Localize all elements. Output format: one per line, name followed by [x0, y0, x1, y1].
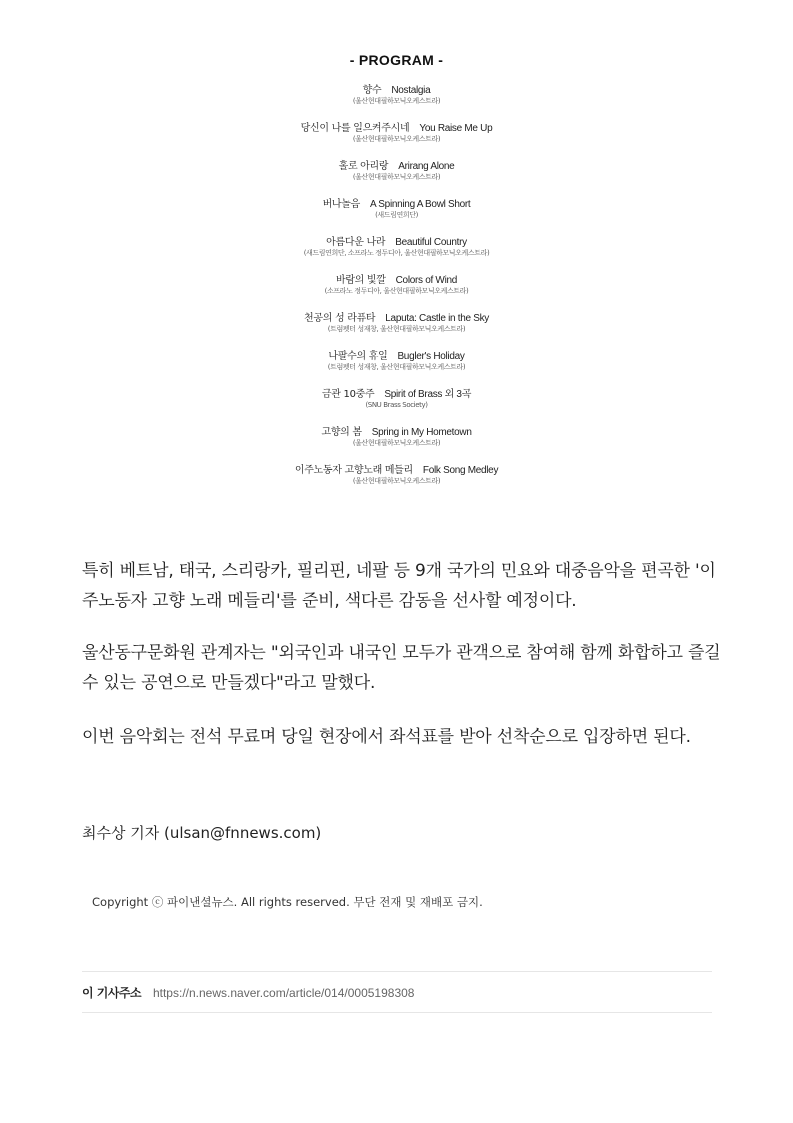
program-entry — [0, 161, 793, 182]
program-entry — [0, 275, 793, 296]
program-entry — [0, 313, 793, 334]
program-entry — [0, 123, 793, 144]
article-url-row — [82, 984, 414, 1001]
program-performer: (울산현대필하모닉오케스트라) — [352, 439, 441, 447]
program-title-english: Spirit of Brass 외 3곡 — [384, 389, 472, 400]
program-entry — [0, 465, 793, 486]
program-title-korean: 홀로 아리랑 — [338, 161, 389, 172]
program-title-korean: 바람의 빛깔 — [335, 275, 386, 286]
article-paragraph-2: 울산동구문화원 관계자는 "외국인과 내국인 모두가 관객으로 참여해 함께 화합하고 즐길 수 있는 공연으로 만들겠다"라고 말했다. — [82, 643, 721, 693]
program-performer: (SNU Brass Society) — [365, 401, 428, 409]
program-entry-title — [0, 389, 793, 401]
program-entry — [0, 199, 793, 220]
program-entry-title — [0, 161, 793, 173]
program-entry — [0, 237, 793, 258]
program-performer: (트럼펫터 성재창, 울산현대필하모닉오케스트라) — [327, 363, 466, 371]
program-title-korean: 버나놀음 — [322, 199, 361, 210]
program-title-korean: 나팔수의 휴일 — [328, 351, 388, 362]
article-url-link[interactable]: https://n.news.naver.com/article/014/0005198308 — [152, 986, 415, 1000]
program-entry — [0, 85, 793, 106]
copyright-notice: Copyright ⓒ 파이낸셜뉴스. All rights reserved. 무단 전재 및 재배포 금지. — [92, 895, 483, 909]
program-title-korean: 고향의 봄 — [321, 427, 362, 438]
program-title-english: You Raise Me Up — [419, 123, 493, 134]
program-entry-title — [0, 427, 793, 439]
article-paragraph-3: 이번 음악회는 전석 무료며 당일 현장에서 좌석표를 받아 선착순으로 입장하면 된다. — [82, 727, 691, 747]
program-entry-title — [0, 465, 793, 477]
divider-bottom — [82, 1012, 712, 1013]
program-title-korean: 이주노동자 고향노래 메들리 — [294, 465, 413, 476]
program-title-english: Spring in My Hometown — [371, 427, 472, 438]
byline: 최수상 기자 (ulsan@fnnews.com) — [82, 824, 322, 842]
program-performer: (울산현대필하모닉오케스트라) — [352, 97, 441, 105]
program-performer: (울산현대필하모닉오케스트라) — [352, 135, 441, 143]
program-entry-title — [0, 199, 793, 211]
program-title-english: Colors of Wind — [395, 275, 458, 286]
program-title-english: Beautiful Country — [395, 237, 467, 248]
program-title-korean: 아름다운 나라 — [326, 237, 386, 248]
program-performer: (소프라노 정두디아, 울산현대필하모닉오케스트라) — [324, 287, 469, 295]
program-entry — [0, 427, 793, 448]
program-performer: (울산현대필하모닉오케스트라) — [352, 173, 441, 181]
program-title: - PROGRAM - — [349, 52, 444, 68]
program-entry-title — [0, 313, 793, 325]
program-title-english: A Spinning A Bowl Short — [370, 199, 471, 210]
program-title-korean: 금관 10중주 — [321, 389, 375, 400]
program-entry-title — [0, 237, 793, 249]
program-performer: (울산현대필하모닉오케스트라) — [352, 477, 441, 485]
program-title-korean: 향수 — [362, 85, 382, 96]
program-entry-title — [0, 123, 793, 135]
program-list — [0, 85, 793, 486]
program-entry — [0, 351, 793, 372]
program-title-english: Laputa: Castle in the Sky — [385, 313, 489, 324]
program-performer: (새드림연희단, 소프라노 정두디아, 울산현대필하모닉오케스트라) — [303, 249, 490, 257]
divider-top — [82, 971, 712, 972]
program-title-korean: 천공의 성 라퓨타 — [304, 313, 376, 324]
program-title-korean: 당신이 나를 일으켜주시네 — [300, 123, 410, 134]
program-title-english: Folk Song Medley — [422, 465, 499, 476]
program-title-english: Nostalgia — [391, 85, 431, 96]
program-title-english: Bugler's Holiday — [397, 351, 465, 362]
program-performer: (트럼펫터 성재창, 울산현대필하모닉오케스트라) — [327, 325, 466, 333]
article-url-label: 이 기사주소 — [82, 986, 142, 1000]
program-entry — [0, 389, 793, 410]
program-title-english: Arirang Alone — [398, 161, 455, 172]
program-performer: (새드림연희단) — [375, 211, 418, 219]
program-entry-title — [0, 351, 793, 363]
program-entry-title — [0, 85, 793, 97]
program-entry-title — [0, 275, 793, 287]
article-paragraph-1: 특히 베트남, 태국, 스리랑카, 필리핀, 네팔 등 9개 국가의 민요와 대중음악을 편곡한 '이주노동자 고향 노래 메들리'를 준비, 색다른 감동을 선사할 예정이다. — [82, 561, 716, 611]
program-section — [0, 52, 793, 503]
